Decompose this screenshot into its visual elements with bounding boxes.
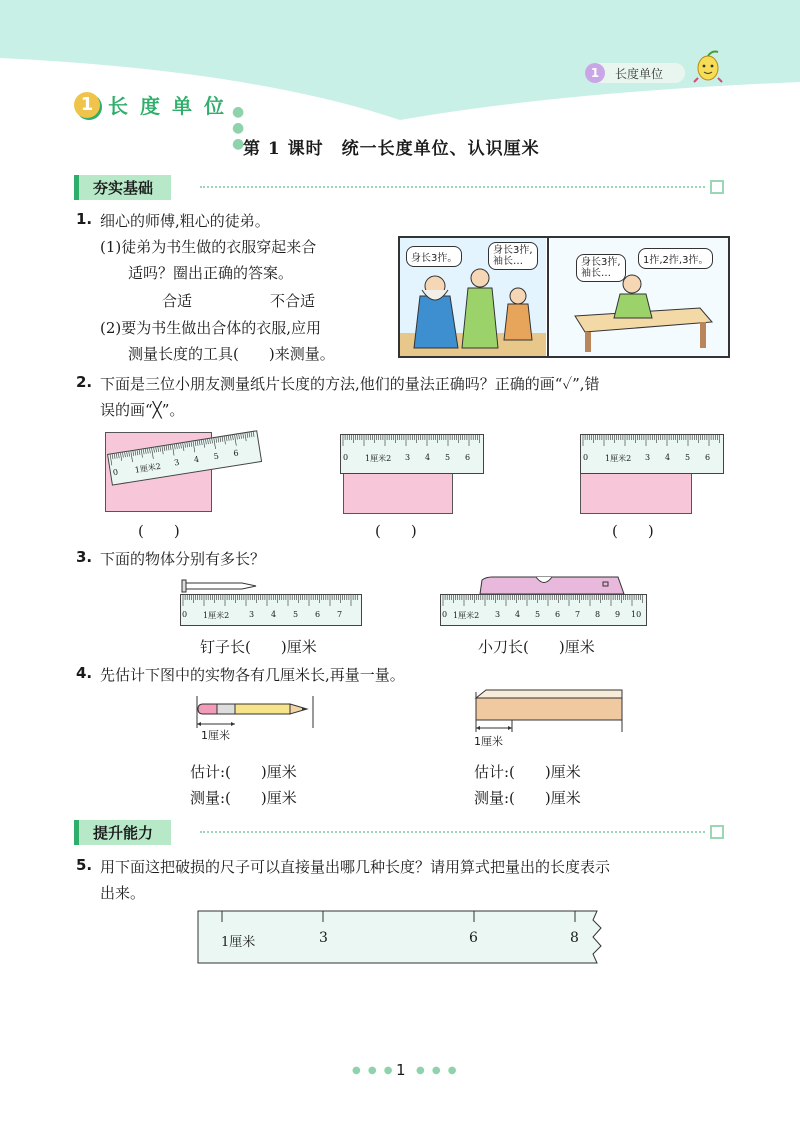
ruler: [580, 434, 724, 474]
tick-label: 3: [645, 453, 651, 462]
block-figure: [472, 688, 632, 750]
ruler-label: 3: [319, 930, 328, 946]
answer-option-fit[interactable]: 合适: [162, 292, 193, 310]
nail-answer-blank[interactable]: 钉子长( )厘米: [200, 638, 317, 656]
measure-blank[interactable]: 测量:( )厘米: [474, 789, 581, 807]
tick-label: 3: [173, 457, 180, 468]
question-text: 先估计下图中的实物各有几厘米长,再量一量。: [100, 666, 405, 684]
chapter-dots: ● ● ●: [232, 104, 247, 152]
question-text: 出来。: [100, 884, 146, 902]
question-number: 3.: [76, 548, 93, 566]
tick-label: 4: [271, 610, 277, 619]
ruler-label: 6: [469, 930, 478, 946]
unit-label: 1厘米: [201, 729, 230, 742]
question-text: 误的画“╳”。: [100, 401, 185, 419]
knife-answer-blank[interactable]: 小刀长( )厘米: [478, 638, 595, 656]
tick-label: 10: [631, 610, 642, 619]
tick-label: 1厘米2: [365, 454, 392, 463]
broken-ruler: [197, 910, 607, 964]
ruler-ticks: [441, 595, 646, 607]
paper-card: [580, 472, 692, 514]
measure-figure-2: [340, 434, 490, 514]
section-advanced-label: 提升能力: [74, 820, 171, 845]
mascot-icon: [690, 48, 726, 84]
tick-label: 0: [583, 453, 589, 462]
tick-label: 0: [442, 610, 448, 619]
unit-badge: 1: [585, 63, 605, 83]
answer-blank[interactable]: ( ): [612, 522, 654, 540]
nail-figure: [180, 578, 362, 628]
ruler: [180, 594, 362, 626]
ruler: [440, 594, 647, 626]
tick-label: 5: [293, 610, 299, 619]
section-divider: [200, 186, 705, 188]
question-text: 适吗？圈出正确的答案。: [128, 264, 294, 282]
tick-label: 8: [595, 610, 601, 619]
ruler-ticks: [341, 435, 483, 447]
unit-tag: [585, 63, 685, 83]
knife-figure: [440, 576, 650, 628]
speech-bubble: 身长3拃。: [406, 246, 462, 267]
ruler-label: 1厘米: [221, 935, 256, 950]
knife-icon: [478, 576, 658, 596]
section-basic-label: 夯实基础: [74, 175, 171, 200]
answer-blank[interactable]: ( ): [138, 522, 180, 540]
tick-label: 1厘米2: [453, 611, 480, 620]
paper-card: [343, 472, 453, 514]
tick-label: 6: [705, 453, 711, 462]
unit-label: 1厘米: [474, 735, 503, 748]
page-number: 1: [396, 1061, 406, 1079]
footer-dots-right: ● ● ●: [416, 1065, 459, 1076]
tick-label: 4: [425, 453, 431, 462]
speech-bubble: 1拃,2拃,3拃。: [638, 248, 713, 269]
unit-title: 长度单位: [615, 67, 664, 81]
chapter-number: 1: [74, 92, 100, 118]
ruler-label: 8: [570, 930, 579, 946]
question-text: 用下面这把破损的尺子可以直接量出哪几种长度？请用算式把量出的长度表示: [100, 858, 611, 876]
tick-label: 3: [495, 610, 501, 619]
answer-option-not-fit[interactable]: 不合适: [270, 292, 316, 310]
pencil-figure: [195, 694, 320, 746]
tick-label: 5: [535, 610, 541, 619]
speech-bubble: [488, 242, 538, 270]
tick-label: 7: [337, 610, 343, 619]
tick-label: 0: [112, 467, 119, 478]
tick-label: 1厘米2: [134, 461, 162, 475]
chapter-title: 长度单位: [108, 94, 236, 118]
question-number: 1.: [76, 210, 93, 228]
tick-label: 3: [405, 453, 411, 462]
tick-label: 5: [445, 453, 451, 462]
section-end-box: [710, 825, 724, 839]
tick-label: 6: [232, 448, 240, 459]
section-divider: [200, 831, 705, 833]
bubble-line: 身长3拃,: [581, 257, 621, 268]
tick-label: 4: [665, 453, 671, 462]
tick-label: 4: [515, 610, 521, 619]
ruler: [340, 434, 484, 474]
measure-figure-1: [105, 432, 260, 512]
question-text: (1)徒弟为书生做的衣服穿起来合: [100, 238, 317, 256]
tick-label: 5: [213, 451, 220, 462]
question-text: (2)要为书生做出合体的衣服,应用: [100, 319, 322, 337]
bubble-line: 袖长…: [581, 268, 611, 279]
measure-blank[interactable]: 测量:( )厘米: [190, 789, 297, 807]
tick-label: 3: [249, 610, 255, 619]
tick-label: 0: [182, 610, 188, 619]
question-text: 下面是三位小朋友测量纸片长度的方法,他们的量法正确吗？正确的画“✓”,错: [100, 375, 600, 393]
question-text: 测量长度的工具( )来测量。: [128, 345, 335, 363]
tick-label: 6: [555, 610, 561, 619]
tick-label: 6: [315, 610, 321, 619]
bubble-line: 身长3拃,: [493, 245, 533, 256]
question-text: 细心的师傅,粗心的徒弟。: [100, 212, 270, 230]
question-number: 2.: [76, 373, 93, 391]
tick-label: 1厘米2: [605, 454, 632, 463]
tick-label: 4: [193, 454, 200, 465]
ruler-ticks: [181, 595, 361, 607]
answer-blank[interactable]: ( ): [375, 522, 417, 540]
measure-figure-3: [580, 434, 725, 514]
footer-dots-left: ● ● ●: [352, 1065, 395, 1076]
question-number: 4.: [76, 664, 93, 682]
tick-label: 1厘米2: [203, 611, 230, 620]
tick-label: 9: [615, 610, 621, 619]
question-text: 下面的物体分别有多长？: [100, 550, 266, 568]
tick-label: 5: [685, 453, 691, 462]
section-end-box: [710, 180, 724, 194]
nail-icon: [180, 578, 260, 594]
tick-label: 7: [575, 610, 581, 619]
ruler-ticks: [581, 435, 723, 447]
question-number: 5.: [76, 856, 93, 874]
tick-label: 6: [465, 453, 471, 462]
estimate-blank[interactable]: 估计:( )厘米: [474, 763, 581, 781]
bubble-line: 袖长…: [493, 256, 523, 267]
speech-bubble: [576, 254, 626, 282]
block-icon: [472, 688, 632, 734]
comic-illustration: [398, 236, 730, 358]
lesson-title: 第 1 课时 统一长度单位、认识厘米: [243, 139, 540, 159]
estimate-blank[interactable]: 估计:( )厘米: [190, 763, 297, 781]
tick-label: 0: [343, 453, 349, 462]
